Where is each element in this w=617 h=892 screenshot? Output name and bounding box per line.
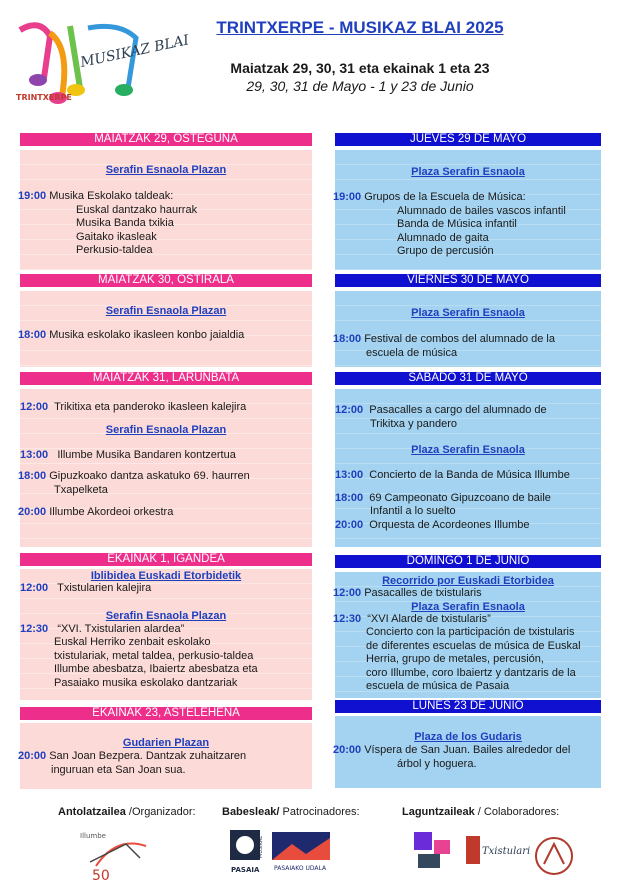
- event-text: coro Illumbe, coro Ibaiertz y dantzaris de la: [366, 666, 576, 679]
- event-text: Gipuzkoako dantza askatuko 69. haurren: [49, 470, 250, 482]
- event-time: 20:00: [18, 750, 47, 762]
- event-text: árbol y hoguera.: [397, 757, 477, 770]
- event-text: Infantil a lo suelto: [370, 505, 456, 517]
- event-text: de diferentes escuelas de música de Euskal: [366, 639, 581, 652]
- event-time: 12:00: [20, 582, 49, 594]
- txistulari-logo: [462, 832, 531, 868]
- event-text: Alumnado de bailes vascos infantil: [397, 204, 566, 217]
- event-text: Trikitixa eta panderoko ikasleen kalejira: [54, 401, 247, 413]
- event-time: 18:00: [335, 491, 364, 504]
- event-text: Concierto con la participación de txistularis: [366, 626, 575, 638]
- event-time: 18:00: [333, 333, 362, 345]
- event-text: Trikitxa y pandero: [370, 417, 458, 430]
- day-bar-es-31: SABADO 31 DE MAYO: [335, 372, 601, 385]
- venue-link[interactable]: Serafin Esnaola Plazan: [105, 423, 227, 436]
- day-bar-eu-29: MAIATZAK 29, OSTEGUNA: [20, 133, 312, 146]
- venue-link[interactable]: Recorrido por Euskadi Etorbidea: [382, 575, 554, 587]
- event-time: 13:00: [20, 448, 49, 461]
- event-text: Musika eskolako ikasleen konbo jaialdia: [49, 329, 245, 341]
- venue-link[interactable]: Plaza de los Gudaris: [414, 731, 522, 743]
- event-time: 13:00: [335, 469, 364, 481]
- day-box-eu-1: [20, 569, 312, 700]
- event-text: Illumbe Akordeoi orkestra: [49, 506, 174, 518]
- event-time: 18:00: [18, 329, 47, 341]
- event-time: 20:00: [335, 518, 364, 531]
- event-text: Illumbe abesbatza, Ibaiertz abesbatza eta: [54, 663, 258, 675]
- venue-link[interactable]: Plaza Serafin Esnaola: [411, 600, 525, 613]
- event-time: 19:00: [333, 191, 362, 203]
- day-bar-eu-31: MAIATZAK 31, LARUNBATA: [20, 372, 312, 385]
- svg-text:MUSIKAL: MUSIKAL: [258, 835, 264, 858]
- event-time: 20:00: [18, 506, 47, 518]
- collaborator-logo-3: [532, 834, 576, 878]
- event-text: Grupos de la Escuela de Música:: [364, 191, 526, 203]
- event-time: 18:00: [18, 470, 47, 482]
- event-text: “XVI Alarde de txistularis”: [367, 612, 491, 625]
- event-text: “XVI. Txistularien alardea”: [57, 622, 185, 635]
- event-text: Banda de Música infantil: [397, 218, 517, 230]
- day-box-eu-30: [20, 291, 312, 367]
- svg-text:PASAIAKO UDALA: PASAIAKO UDALA: [274, 865, 327, 872]
- svg-text:PASAIA: PASAIA: [231, 866, 260, 874]
- venue-link[interactable]: Gudarien Plazan: [122, 737, 210, 749]
- organizer-label: Antolatzailea /Organizador:: [58, 806, 196, 818]
- event-time: 20:00: [333, 744, 362, 756]
- day-bar-es-23: LUNES 23 DE JUNIO: [335, 700, 601, 713]
- venue-link[interactable]: Plaza Serafin Esnaola: [411, 166, 525, 178]
- day-bar-es-29: JUEVES 29 DE MAYO: [335, 133, 601, 146]
- musikal-logo: [228, 828, 266, 874]
- event-time: 12:00: [335, 404, 364, 416]
- venue-link[interactable]: Serafin Esnaola Plazan: [105, 609, 227, 622]
- event-text: Euskal Herriko zenbait eskolako: [54, 636, 211, 648]
- event-text: Perkusio-taldea: [76, 244, 153, 256]
- sponsors-label: Babesleak/ Patrocinadores:: [222, 806, 360, 818]
- event-text: Grupo de percusión: [397, 245, 494, 257]
- event-text: Musika Banda txikia: [76, 217, 174, 229]
- day-bar-es-30: VIERNES 30 DE MAYO: [335, 274, 601, 287]
- illumbe-50-logo: [66, 826, 164, 886]
- event-time: 19:00: [18, 190, 47, 202]
- svg-text:Illumbe: Illumbe: [80, 832, 106, 840]
- dates-basque: Maiatzak 29, 30, 31 eta ekainak 1 eta 23: [230, 60, 490, 76]
- day-box-es-31: [335, 389, 601, 547]
- svg-text:Txistulari: Txistulari: [482, 846, 531, 857]
- day-bar-eu-1: EKAINAK 1, IGANDEA: [20, 553, 312, 566]
- event-time: 12:30: [333, 612, 362, 625]
- event-time: 12:00: [333, 587, 362, 599]
- day-box-es-29: [335, 150, 601, 270]
- venue-link[interactable]: Plaza Serafin Esnaola: [411, 307, 525, 319]
- pasaiako-udala-logo: [272, 832, 330, 874]
- event-time: 12:30: [20, 622, 49, 635]
- event-text: 69 Campeonato Gipuzcoano de baile: [369, 491, 551, 504]
- festival-logo: [10, 18, 191, 108]
- event-text: Festival de combos del alumnado de la: [364, 333, 555, 345]
- event-text: Víspera de San Juan. Bailes alrededor del: [364, 744, 571, 756]
- event-text: Alumnado de gaita: [397, 231, 489, 244]
- event-text: Concierto de la Banda de Música Illumbe: [369, 469, 570, 481]
- day-box-eu-23: [20, 723, 312, 789]
- venue-link[interactable]: Plaza Serafin Esnaola: [411, 444, 525, 456]
- event-text: San Joan Bezpera. Dantzak zuhaitzaren: [49, 750, 247, 762]
- event-text: txistulariak, metal taldea, perkusio-taldea: [54, 649, 254, 662]
- dates-spanish: 29, 30, 31 de Mayo - 1 y 23 de Junio: [246, 78, 474, 94]
- event-text: Txapelketa: [54, 483, 108, 496]
- venue-link[interactable]: Serafin Esnaola Plazan: [105, 164, 227, 176]
- venue-link[interactable]: Iblibidea Euskadi Etorbidetik: [90, 570, 242, 582]
- day-bar-eu-30: MAIATZAK 30, OSTIRALA: [20, 274, 312, 287]
- svg-text:50: 50: [92, 868, 110, 884]
- day-box-es-30: [335, 291, 601, 367]
- event-text: Pasacalles de txistularis: [364, 587, 482, 599]
- event-text: Pasacalles a cargo del alumnado de: [369, 404, 547, 416]
- event-text: inguruan eta San Joan sua.: [51, 763, 186, 776]
- event-text: Pasaiako musika eskolako dantzariak: [54, 676, 238, 689]
- event-text: Musika Eskolako taldeak:: [49, 190, 174, 202]
- collaborator-logo-1: [410, 830, 458, 880]
- svg-text:MUSIKAZ BLAI: MUSIKAZ BLAI: [78, 32, 191, 71]
- page-title: TRINTXERPE - MUSIKAZ BLAI 2025: [216, 18, 504, 37]
- venue-link[interactable]: Serafin Esnaola Plazan: [105, 305, 227, 317]
- day-box-es-1: [335, 572, 601, 698]
- svg-text:TRINTXERPE: TRINTXERPE: [16, 93, 72, 102]
- event-text: Txistularien kalejira: [57, 582, 152, 594]
- event-text: Herria, grupo de metales, percusión,: [366, 653, 544, 665]
- day-box-es-23: [335, 716, 601, 788]
- day-box-eu-29: [20, 150, 312, 270]
- event-text: Euskal dantzako haurrak: [76, 203, 198, 216]
- event-text: Gaitako ikasleak: [76, 230, 157, 243]
- day-box-eu-31: [20, 389, 312, 547]
- event-text: Illumbe Musika Bandaren kontzertua: [57, 448, 236, 461]
- event-text: escuela de música: [366, 346, 458, 359]
- collaborators-label: Laguntzaileak / Colaboradores:: [402, 806, 560, 818]
- day-bar-eu-23: EKAINAK 23, ASTELEHENA: [20, 707, 312, 720]
- event-time: 12:00: [20, 401, 49, 413]
- event-text: Orquesta de Acordeones Illumbe: [369, 518, 530, 531]
- event-text: escuela de música de Pasaia: [366, 680, 510, 692]
- day-bar-es-1: DOMINGO 1 DE JUNIO: [335, 555, 601, 568]
